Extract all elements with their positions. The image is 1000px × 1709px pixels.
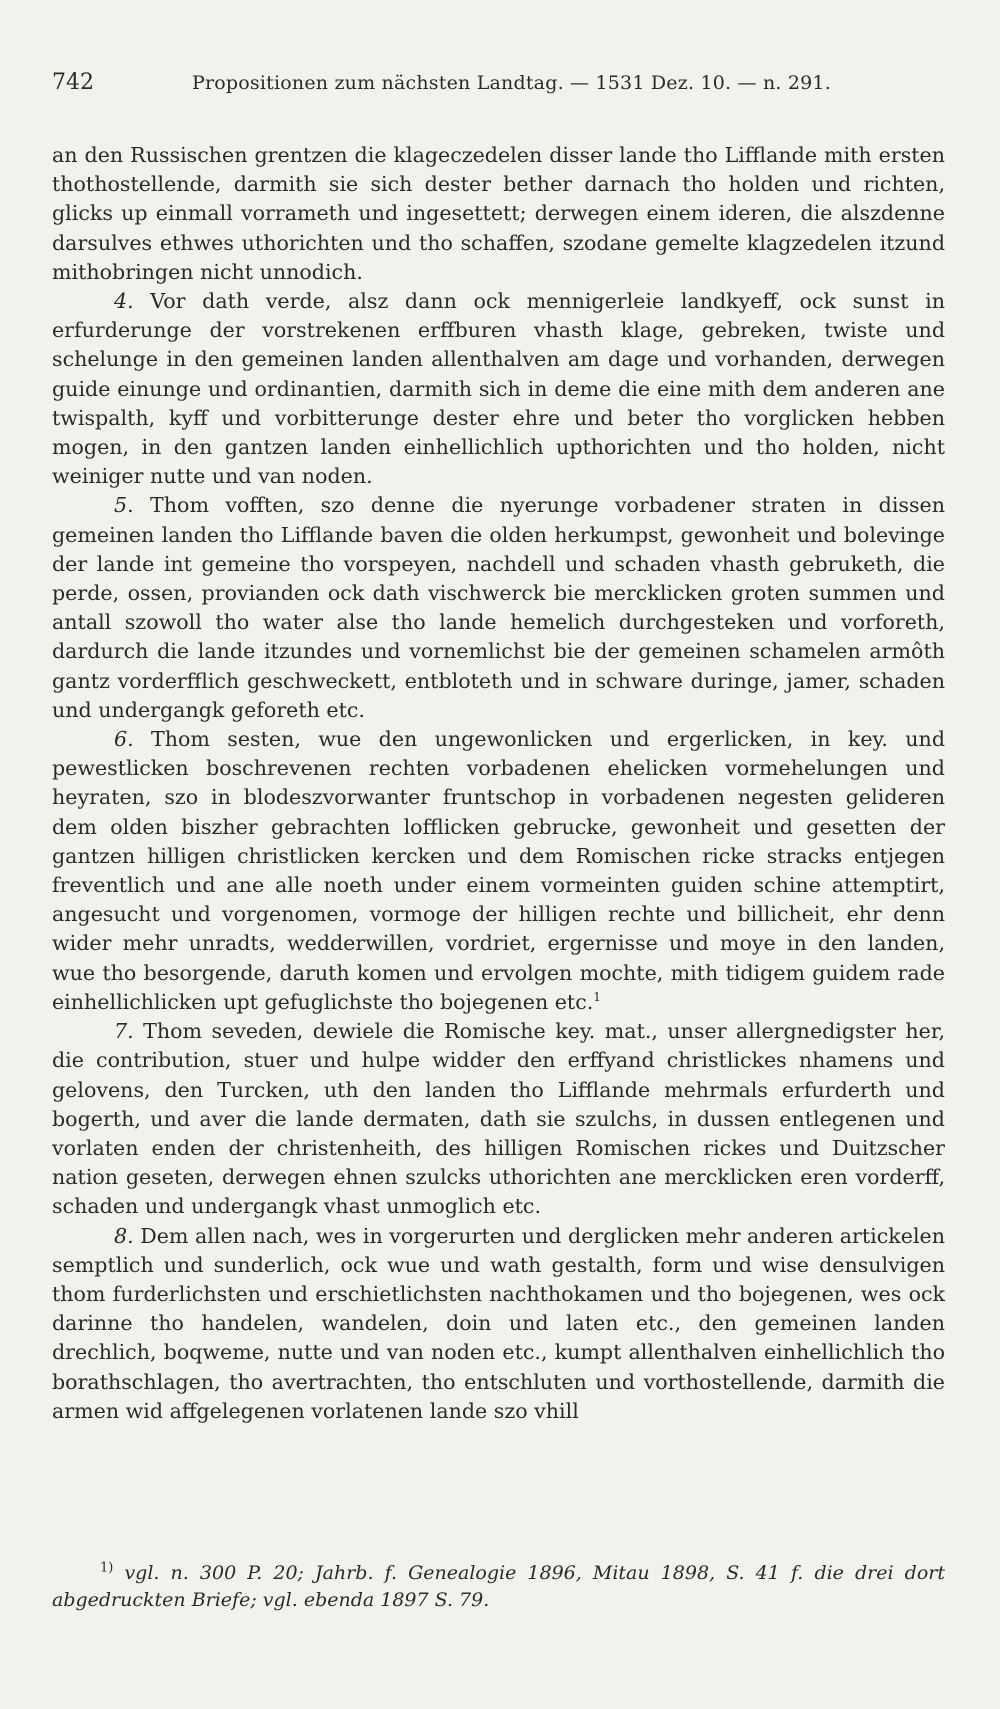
- paragraph-8: [52, 1222, 945, 1426]
- paragraph-number: 4.: [114, 289, 134, 314]
- paragraph-6: [52, 725, 945, 1017]
- paragraph-text: Thom vofften, szo denne die nyerunge vorbadener straten in dissen gemeinen landen tho Lifflande baven die olden herkumpst, gewonheit und bolevinge der lande int gemeine tho vorspeyen, nachdell und schaden vhasth gebruketh, die perde, ossen, provianden ock dath vischwerck bie mercklicken groten summen und antall szowoll tho water alse tho lande hemelich durchgesteken und vorforeth, dardurch die lande itzundes und vornemlichst bie der gemeinen schamelen armôth gantz vorderfflich geschweckett, entbloteth und in schware duringe, jamer, schaden und undergangk geforeth etc.: [52, 493, 945, 722]
- paragraph-number: 8.: [114, 1223, 134, 1248]
- paragraph-text: Vor dath verde, alsz dann ock mennigerleie landkyeff, ock sunst in erfurderunge der vorstrekenen erffburen vhasth klage, gebreken, twiste und schelunge in den gemeinen landen allenthalven am dage und vorhanden, derwegen guide einunge und ordinantien, darmith sich in deme die eine mith dem anderen ane twispalth, kyff und vorbitterunge dester ehre und beter tho vorglicken hebben mogen, in den gantzen landen einhellichlich upthorichten und tho holden, nicht weiniger nutte und van noden.: [52, 289, 945, 489]
- footnote-reference: 1: [593, 990, 601, 1005]
- page: [52, 70, 945, 1426]
- page-number: 742: [52, 70, 94, 95]
- paragraph-4: [52, 287, 945, 491]
- footnote-1: [52, 1560, 945, 1614]
- running-title: Propositionen zum nächsten Landtag. — 1531 Dez. 10. — n. 291.: [192, 72, 831, 94]
- running-header: [52, 70, 945, 95]
- paragraph-5: [52, 491, 945, 725]
- paragraph-number: 5.: [114, 493, 134, 518]
- paragraph-number: 6.: [114, 727, 134, 752]
- paragraph-number: 7.: [114, 1019, 134, 1044]
- paragraph-7: [52, 1017, 945, 1221]
- paragraph-text: an den Russischen grentzen die klageczedelen disser lande tho Lifflande mith ersten thothostellende, darmith sie sich dester bether darnach tho holden und richten, glicks up einmall vorrameth und ingesettett; derwegen einem ideren, die alszdenne darsulves ethwes uthorichten und tho schaffen, szodane gemelte klagzedelen itzund mithobringen nicht unnodich.: [52, 143, 945, 284]
- paragraph-text: Thom sesten, wue den ungewonlicken und ergerlicken, in key. und pewestlicken boschrevenen rechten vorbadenen ehelicken vormehelungen und heyraten, szo in blodeszvorwanter fruntschop in vorbadenen negesten gelideren dem olden biszher gebrachten lofflicken gebrucke, gewonheit und gesetten der gantzen hilligen christlicken kercken und dem Romischen ricke stracks entjegen freventlich und ane alle noeth under einem vormeinten guiden schine attemptirt, angesucht und vorgenomen, vormoge der hilligen rechte und billicheit, ehr denn wider mehr unradts, wedderwillen, vordriet, ergernisse und moye in den landen, wue tho besorgende, daruth komen und ervolgen mochte, mith tidigem guidem rade einhellichlicken upt gefuglichste tho bojegenen etc.: [52, 727, 946, 1014]
- footnote-text: vgl. n. 300 P. 20; Jahrb. f. Genealogie 1896, Mitau 1898, S. 41 f. die drei dort abgedruckten Briefe; vgl. ebenda 1897 S. 79.: [52, 1562, 945, 1611]
- body-text: [52, 141, 945, 1426]
- paragraph-text: Thom seveden, dewiele die Romische key. mat., unser allergnedigster her, die contribution, stuer und hulpe widder den erffyand christlickes nhamens und gelovens, den Turcken, uth den landen tho Lifflande mehrmals erfurderth und bogerth, und aver die lande dermaten, dath sie szulchs, in dussen entlegenen und vorlaten enden der christenheith, des hilligen Romischen rickes und Duitzscher nation geseten, derwegen ehnen szulcks uthorichten ane mercklicken eren vorderff, schaden und undergangk vhast unmoglich etc.: [52, 1019, 945, 1219]
- footnote-mark: 1): [100, 1560, 114, 1576]
- paragraph-continuation: [52, 141, 945, 287]
- footnotes: [52, 1560, 945, 1614]
- paragraph-text: Dem allen nach, wes in vorgerurten und derglicken mehr anderen artickelen semptlich und sunderlich, ock wue und wath gestalth, form und wise densulvigen thom furderlichsten und erschietlichsten nachthokamen und tho bojegenen, wes ock darinne tho handelen, wandelen, doin und laten etc., den gemeinen landen drechlich, boqweme, nutte und van noden etc., kumpt allenthalven einhellichlich tho borathschlagen, tho avertrachten, tho entschluten und vorthostellende, darmith die armen wid affgelegenen vorlatenen lande szo vhill: [52, 1223, 945, 1423]
